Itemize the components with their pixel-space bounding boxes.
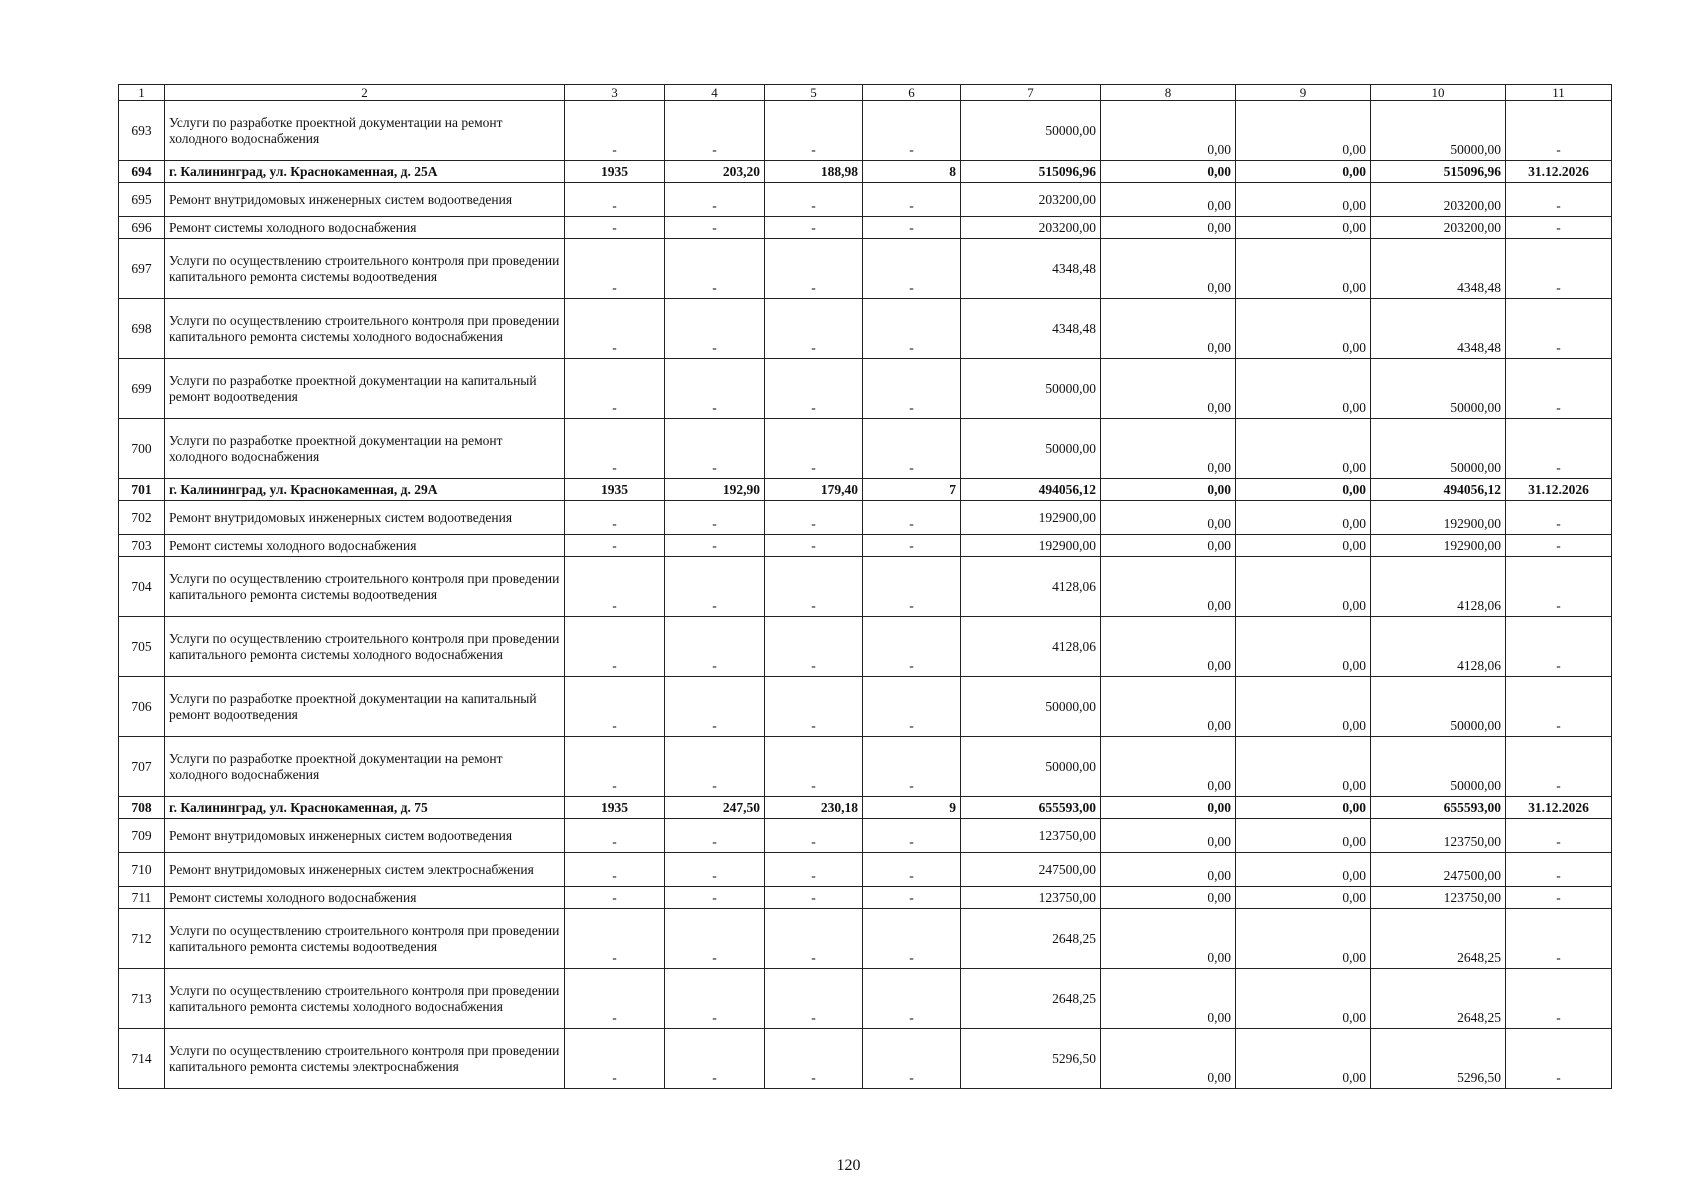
- cell-col-8: 0,00: [1101, 535, 1236, 557]
- table-row: [119, 819, 1612, 853]
- cell-col-3: 1935: [565, 161, 665, 183]
- row-number: 705: [119, 617, 165, 677]
- cell-col-7: 4128,06: [961, 557, 1101, 617]
- cell-col-6: -: [863, 535, 961, 557]
- cell-col-9: 0,00: [1236, 419, 1371, 479]
- cell-col-3: -: [565, 535, 665, 557]
- cell-col-11: -: [1506, 853, 1612, 887]
- row-number: 693: [119, 101, 165, 161]
- cell-col-10: 50000,00: [1371, 359, 1506, 419]
- row-name: Ремонт системы холодного водоснабжения: [165, 887, 565, 909]
- cell-col-11: -: [1506, 887, 1612, 909]
- repair-program-table: [118, 84, 1612, 1089]
- cell-col-11: -: [1506, 501, 1612, 535]
- table-row: [119, 101, 1612, 161]
- table-row: [119, 969, 1612, 1029]
- cell-col-4: -: [665, 557, 765, 617]
- cell-col-4: -: [665, 183, 765, 217]
- cell-col-3: -: [565, 969, 665, 1029]
- row-number: 706: [119, 677, 165, 737]
- row-number: 709: [119, 819, 165, 853]
- cell-col-7: 515096,96: [961, 161, 1101, 183]
- row-name: Услуги по разработке проектной документации на ремонт холодного водоснабжения: [165, 101, 565, 161]
- row-name: Услуги по разработке проектной документации на ремонт холодного водоснабжения: [165, 419, 565, 479]
- cell-col-9: 0,00: [1236, 737, 1371, 797]
- table-row: [119, 1029, 1612, 1089]
- cell-col-9: 0,00: [1236, 501, 1371, 535]
- col-header-8: 8: [1101, 85, 1236, 101]
- cell-col-8: 0,00: [1101, 797, 1236, 819]
- cell-col-10: 50000,00: [1371, 677, 1506, 737]
- cell-col-8: 0,00: [1101, 419, 1236, 479]
- cell-col-9: 0,00: [1236, 183, 1371, 217]
- cell-col-7: 50000,00: [961, 737, 1101, 797]
- cell-col-11: -: [1506, 239, 1612, 299]
- cell-col-5: -: [765, 239, 863, 299]
- cell-col-9: 0,00: [1236, 217, 1371, 239]
- row-number: 701: [119, 479, 165, 501]
- cell-col-4: -: [665, 239, 765, 299]
- cell-col-6: -: [863, 737, 961, 797]
- cell-col-10: 515096,96: [1371, 161, 1506, 183]
- cell-col-7: 50000,00: [961, 677, 1101, 737]
- cell-col-11: -: [1506, 217, 1612, 239]
- cell-col-7: 50000,00: [961, 101, 1101, 161]
- table-row: [119, 853, 1612, 887]
- cell-col-6: -: [863, 617, 961, 677]
- table-body: [119, 85, 1612, 1089]
- cell-col-8: 0,00: [1101, 969, 1236, 1029]
- cell-col-10: 5296,50: [1371, 1029, 1506, 1089]
- cell-col-8: 0,00: [1101, 853, 1236, 887]
- cell-col-6: -: [863, 217, 961, 239]
- cell-col-8: 0,00: [1101, 217, 1236, 239]
- cell-col-6: -: [863, 501, 961, 535]
- cell-col-7: 2648,25: [961, 969, 1101, 1029]
- cell-col-3: -: [565, 853, 665, 887]
- row-number: 698: [119, 299, 165, 359]
- row-name: Услуги по разработке проектной документации на капитальный ремонт водоотведения: [165, 677, 565, 737]
- cell-col-3: 1935: [565, 797, 665, 819]
- cell-col-9: 0,00: [1236, 299, 1371, 359]
- cell-col-3: -: [565, 677, 665, 737]
- cell-col-5: -: [765, 617, 863, 677]
- row-number: 714: [119, 1029, 165, 1089]
- cell-col-7: 494056,12: [961, 479, 1101, 501]
- cell-col-5: 188,98: [765, 161, 863, 183]
- cell-col-6: 9: [863, 797, 961, 819]
- cell-col-7: 192900,00: [961, 535, 1101, 557]
- table-row: [119, 217, 1612, 239]
- cell-col-4: -: [665, 535, 765, 557]
- row-name: Ремонт системы холодного водоснабжения: [165, 535, 565, 557]
- cell-col-4: -: [665, 677, 765, 737]
- cell-col-10: 4128,06: [1371, 617, 1506, 677]
- cell-col-3: -: [565, 617, 665, 677]
- row-number: 702: [119, 501, 165, 535]
- table-row: [119, 677, 1612, 737]
- cell-col-9: 0,00: [1236, 359, 1371, 419]
- table-row: [119, 909, 1612, 969]
- col-header-9: 9: [1236, 85, 1371, 101]
- row-number: 699: [119, 359, 165, 419]
- cell-col-3: -: [565, 183, 665, 217]
- cell-col-6: 8: [863, 161, 961, 183]
- row-name: Ремонт системы холодного водоснабжения: [165, 217, 565, 239]
- cell-col-11: -: [1506, 101, 1612, 161]
- row-name: г. Калининград, ул. Краснокаменная, д. 25А: [165, 161, 565, 183]
- cell-col-10: 2648,25: [1371, 969, 1506, 1029]
- cell-col-4: -: [665, 737, 765, 797]
- cell-col-5: -: [765, 909, 863, 969]
- table-row: [119, 183, 1612, 217]
- row-name: Ремонт внутридомовых инженерных систем электроснабжения: [165, 853, 565, 887]
- cell-col-4: 247,50: [665, 797, 765, 819]
- cell-col-8: 0,00: [1101, 617, 1236, 677]
- col-header-11: 11: [1506, 85, 1612, 101]
- cell-col-8: 0,00: [1101, 183, 1236, 217]
- cell-col-9: 0,00: [1236, 887, 1371, 909]
- cell-col-4: -: [665, 853, 765, 887]
- cell-col-5: -: [765, 299, 863, 359]
- cell-col-5: 230,18: [765, 797, 863, 819]
- page-number: 120: [836, 1157, 861, 1174]
- cell-col-9: 0,00: [1236, 797, 1371, 819]
- cell-col-10: 203200,00: [1371, 217, 1506, 239]
- row-name: Услуги по осуществлению строительного контроля при проведении капитального ремонта системы водоотведения: [165, 239, 565, 299]
- cell-col-8: 0,00: [1101, 359, 1236, 419]
- cell-col-10: 123750,00: [1371, 887, 1506, 909]
- cell-col-5: -: [765, 183, 863, 217]
- row-number: 703: [119, 535, 165, 557]
- cell-col-5: -: [765, 1029, 863, 1089]
- cell-col-3: 1935: [565, 479, 665, 501]
- cell-col-9: 0,00: [1236, 819, 1371, 853]
- row-name: Услуги по разработке проектной документации на ремонт холодного водоснабжения: [165, 737, 565, 797]
- cell-col-11: -: [1506, 677, 1612, 737]
- row-number: 704: [119, 557, 165, 617]
- col-header-1: 1: [119, 85, 165, 101]
- col-header-6: 6: [863, 85, 961, 101]
- row-number: 694: [119, 161, 165, 183]
- cell-col-10: 4348,48: [1371, 299, 1506, 359]
- table-row: [119, 299, 1612, 359]
- cell-col-9: 0,00: [1236, 909, 1371, 969]
- cell-col-9: 0,00: [1236, 677, 1371, 737]
- cell-col-5: -: [765, 501, 863, 535]
- cell-col-3: -: [565, 737, 665, 797]
- row-name: Ремонт внутридомовых инженерных систем водоотведения: [165, 183, 565, 217]
- table-row: [119, 557, 1612, 617]
- cell-col-9: 0,00: [1236, 617, 1371, 677]
- cell-col-8: 0,00: [1101, 501, 1236, 535]
- address-row: [119, 161, 1612, 183]
- cell-col-11: 31.12.2026: [1506, 797, 1612, 819]
- row-number: 711: [119, 887, 165, 909]
- cell-col-7: 203200,00: [961, 217, 1101, 239]
- cell-col-10: 50000,00: [1371, 419, 1506, 479]
- cell-col-5: -: [765, 969, 863, 1029]
- cell-col-5: -: [765, 887, 863, 909]
- row-name: Услуги по осуществлению строительного контроля при проведении капитального ремонта системы электроснабжения: [165, 1029, 565, 1089]
- cell-col-8: 0,00: [1101, 677, 1236, 737]
- cell-col-7: 4348,48: [961, 299, 1101, 359]
- cell-col-10: 494056,12: [1371, 479, 1506, 501]
- cell-col-4: -: [665, 217, 765, 239]
- cell-col-5: -: [765, 419, 863, 479]
- cell-col-10: 2648,25: [1371, 909, 1506, 969]
- cell-col-11: -: [1506, 535, 1612, 557]
- cell-col-6: -: [863, 819, 961, 853]
- row-name: Услуги по осуществлению строительного контроля при проведении капитального ремонта системы водоотведения: [165, 909, 565, 969]
- cell-col-11: -: [1506, 557, 1612, 617]
- cell-col-6: -: [863, 359, 961, 419]
- cell-col-6: -: [863, 557, 961, 617]
- cell-col-10: 123750,00: [1371, 819, 1506, 853]
- cell-col-11: -: [1506, 299, 1612, 359]
- row-name: Услуги по осуществлению строительного контроля при проведении капитального ремонта системы водоотведения: [165, 557, 565, 617]
- cell-col-7: 5296,50: [961, 1029, 1101, 1089]
- cell-col-10: 247500,00: [1371, 853, 1506, 887]
- address-row: [119, 797, 1612, 819]
- cell-col-6: -: [863, 101, 961, 161]
- column-number-row: [119, 85, 1612, 101]
- document-sheet: [118, 84, 1588, 1089]
- cell-col-7: 2648,25: [961, 909, 1101, 969]
- cell-col-8: 0,00: [1101, 161, 1236, 183]
- cell-col-7: 247500,00: [961, 853, 1101, 887]
- cell-col-8: 0,00: [1101, 479, 1236, 501]
- cell-col-5: -: [765, 101, 863, 161]
- cell-col-10: 655593,00: [1371, 797, 1506, 819]
- cell-col-3: -: [565, 419, 665, 479]
- table-row: [119, 887, 1612, 909]
- cell-col-5: -: [765, 359, 863, 419]
- cell-col-8: 0,00: [1101, 299, 1236, 359]
- row-name: Услуги по осуществлению строительного контроля при проведении капитального ремонта системы холодного водоснабжения: [165, 617, 565, 677]
- cell-col-7: 123750,00: [961, 819, 1101, 853]
- cell-col-4: -: [665, 969, 765, 1029]
- cell-col-4: -: [665, 501, 765, 535]
- col-header-7: 7: [961, 85, 1101, 101]
- col-header-3: 3: [565, 85, 665, 101]
- cell-col-6: -: [863, 969, 961, 1029]
- cell-col-9: 0,00: [1236, 557, 1371, 617]
- cell-col-5: -: [765, 853, 863, 887]
- row-number: 697: [119, 239, 165, 299]
- cell-col-11: -: [1506, 819, 1612, 853]
- cell-col-9: 0,00: [1236, 535, 1371, 557]
- cell-col-11: -: [1506, 909, 1612, 969]
- row-name: Услуги по разработке проектной документации на капитальный ремонт водоотведения: [165, 359, 565, 419]
- table-row: [119, 501, 1612, 535]
- col-header-10: 10: [1371, 85, 1506, 101]
- cell-col-8: 0,00: [1101, 887, 1236, 909]
- cell-col-8: 0,00: [1101, 239, 1236, 299]
- col-header-4: 4: [665, 85, 765, 101]
- cell-col-4: 192,90: [665, 479, 765, 501]
- row-name: г. Калининград, ул. Краснокаменная, д. 29А: [165, 479, 565, 501]
- table-row: [119, 359, 1612, 419]
- cell-col-10: 4128,06: [1371, 557, 1506, 617]
- row-name: Ремонт внутридомовых инженерных систем водоотведения: [165, 501, 565, 535]
- cell-col-8: 0,00: [1101, 819, 1236, 853]
- cell-col-5: -: [765, 535, 863, 557]
- cell-col-9: 0,00: [1236, 239, 1371, 299]
- cell-col-3: -: [565, 557, 665, 617]
- cell-col-9: 0,00: [1236, 161, 1371, 183]
- cell-col-3: -: [565, 359, 665, 419]
- cell-col-6: -: [863, 909, 961, 969]
- cell-col-8: 0,00: [1101, 737, 1236, 797]
- row-number: 710: [119, 853, 165, 887]
- cell-col-10: 192900,00: [1371, 535, 1506, 557]
- cell-col-11: -: [1506, 737, 1612, 797]
- cell-col-5: -: [765, 217, 863, 239]
- row-name: Услуги по осуществлению строительного контроля при проведении капитального ремонта системы холодного водоснабжения: [165, 299, 565, 359]
- cell-col-3: -: [565, 239, 665, 299]
- cell-col-6: -: [863, 183, 961, 217]
- row-number: 696: [119, 217, 165, 239]
- cell-col-4: -: [665, 617, 765, 677]
- cell-col-4: -: [665, 819, 765, 853]
- cell-col-7: 203200,00: [961, 183, 1101, 217]
- table-row: [119, 617, 1612, 677]
- row-number: 712: [119, 909, 165, 969]
- cell-col-7: 4348,48: [961, 239, 1101, 299]
- cell-col-8: 0,00: [1101, 1029, 1236, 1089]
- cell-col-3: -: [565, 501, 665, 535]
- cell-col-4: -: [665, 101, 765, 161]
- cell-col-3: -: [565, 217, 665, 239]
- cell-col-5: -: [765, 737, 863, 797]
- cell-col-6: -: [863, 853, 961, 887]
- row-number: 695: [119, 183, 165, 217]
- row-name: Ремонт внутридомовых инженерных систем водоотведения: [165, 819, 565, 853]
- cell-col-11: -: [1506, 419, 1612, 479]
- cell-col-8: 0,00: [1101, 557, 1236, 617]
- cell-col-11: -: [1506, 617, 1612, 677]
- cell-col-5: 179,40: [765, 479, 863, 501]
- cell-col-3: -: [565, 299, 665, 359]
- cell-col-10: 192900,00: [1371, 501, 1506, 535]
- col-header-5: 5: [765, 85, 863, 101]
- cell-col-4: -: [665, 909, 765, 969]
- cell-col-5: -: [765, 819, 863, 853]
- col-header-2: 2: [165, 85, 565, 101]
- cell-col-4: 203,20: [665, 161, 765, 183]
- cell-col-10: 50000,00: [1371, 101, 1506, 161]
- cell-col-4: -: [665, 419, 765, 479]
- cell-col-6: -: [863, 419, 961, 479]
- cell-col-10: 203200,00: [1371, 183, 1506, 217]
- row-name: Услуги по осуществлению строительного контроля при проведении капитального ремонта системы холодного водоснабжения: [165, 969, 565, 1029]
- cell-col-11: 31.12.2026: [1506, 479, 1612, 501]
- row-number: 707: [119, 737, 165, 797]
- cell-col-3: -: [565, 909, 665, 969]
- cell-col-3: -: [565, 887, 665, 909]
- cell-col-6: -: [863, 1029, 961, 1089]
- cell-col-11: -: [1506, 359, 1612, 419]
- cell-col-6: 7: [863, 479, 961, 501]
- row-number: 700: [119, 419, 165, 479]
- cell-col-4: -: [665, 299, 765, 359]
- table-row: [119, 737, 1612, 797]
- table-row: [119, 535, 1612, 557]
- cell-col-9: 0,00: [1236, 969, 1371, 1029]
- cell-col-11: -: [1506, 1029, 1612, 1089]
- cell-col-6: -: [863, 299, 961, 359]
- cell-col-5: -: [765, 677, 863, 737]
- cell-col-9: 0,00: [1236, 479, 1371, 501]
- cell-col-8: 0,00: [1101, 909, 1236, 969]
- cell-col-6: -: [863, 677, 961, 737]
- cell-col-4: -: [665, 359, 765, 419]
- row-number: 713: [119, 969, 165, 1029]
- cell-col-11: 31.12.2026: [1506, 161, 1612, 183]
- cell-col-11: -: [1506, 969, 1612, 1029]
- cell-col-10: 4348,48: [1371, 239, 1506, 299]
- cell-col-8: 0,00: [1101, 101, 1236, 161]
- address-row: [119, 479, 1612, 501]
- cell-col-3: -: [565, 1029, 665, 1089]
- cell-col-5: -: [765, 557, 863, 617]
- table-row: [119, 239, 1612, 299]
- cell-col-11: -: [1506, 183, 1612, 217]
- cell-col-7: 50000,00: [961, 359, 1101, 419]
- cell-col-7: 50000,00: [961, 419, 1101, 479]
- cell-col-4: -: [665, 1029, 765, 1089]
- cell-col-6: -: [863, 239, 961, 299]
- cell-col-7: 192900,00: [961, 501, 1101, 535]
- cell-col-10: 50000,00: [1371, 737, 1506, 797]
- cell-col-3: -: [565, 101, 665, 161]
- cell-col-7: 655593,00: [961, 797, 1101, 819]
- cell-col-9: 0,00: [1236, 853, 1371, 887]
- cell-col-4: -: [665, 887, 765, 909]
- cell-col-9: 0,00: [1236, 1029, 1371, 1089]
- row-name: г. Калининград, ул. Краснокаменная, д. 75: [165, 797, 565, 819]
- table-row: [119, 419, 1612, 479]
- row-number: 708: [119, 797, 165, 819]
- cell-col-6: -: [863, 887, 961, 909]
- cell-col-7: 4128,06: [961, 617, 1101, 677]
- cell-col-9: 0,00: [1236, 101, 1371, 161]
- cell-col-3: -: [565, 819, 665, 853]
- cell-col-7: 123750,00: [961, 887, 1101, 909]
